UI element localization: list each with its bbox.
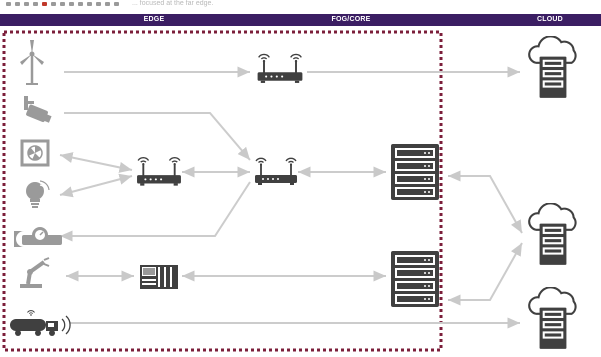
fan-unit-icon bbox=[22, 141, 48, 165]
cloud-server-icon bbox=[529, 36, 575, 98]
edge-boundary bbox=[4, 32, 441, 350]
wireless-router-icon bbox=[255, 158, 297, 185]
header-label-fog-core: FOG/CORE bbox=[331, 16, 371, 23]
robot-arm-icon bbox=[20, 258, 49, 288]
pipeline-meter-icon bbox=[14, 227, 62, 247]
caption-text: ... focused at the far edge. bbox=[132, 0, 214, 7]
plc-controller-icon bbox=[140, 265, 178, 289]
cloud-server-icon bbox=[529, 203, 575, 265]
wireless-router-icon bbox=[137, 158, 181, 186]
arrow-bulb-to-edge-router bbox=[60, 176, 132, 195]
connection-arrows bbox=[60, 72, 522, 323]
header-label-cloud: CLOUD bbox=[537, 16, 563, 23]
smart-bulb-icon bbox=[26, 181, 49, 208]
server-rack-icon bbox=[391, 144, 439, 200]
wind-turbine-icon bbox=[20, 40, 44, 85]
security-camera-icon bbox=[24, 96, 52, 123]
wireless-router-icon bbox=[258, 54, 303, 82]
arrow-fan-to-edge-router bbox=[60, 155, 132, 170]
arrow-camera-to-fog-router bbox=[64, 113, 250, 160]
arrow-server-to-cloud-mid-b bbox=[448, 243, 522, 300]
tanker-truck-icon bbox=[10, 311, 70, 336]
arrow-fog-router-to-pipeline bbox=[60, 182, 250, 236]
arrow-server-to-cloud-mid bbox=[448, 176, 522, 233]
header-label-edge: EDGE bbox=[143, 16, 165, 23]
cloud-server-icon bbox=[529, 287, 575, 349]
server-rack-icon bbox=[391, 251, 439, 307]
